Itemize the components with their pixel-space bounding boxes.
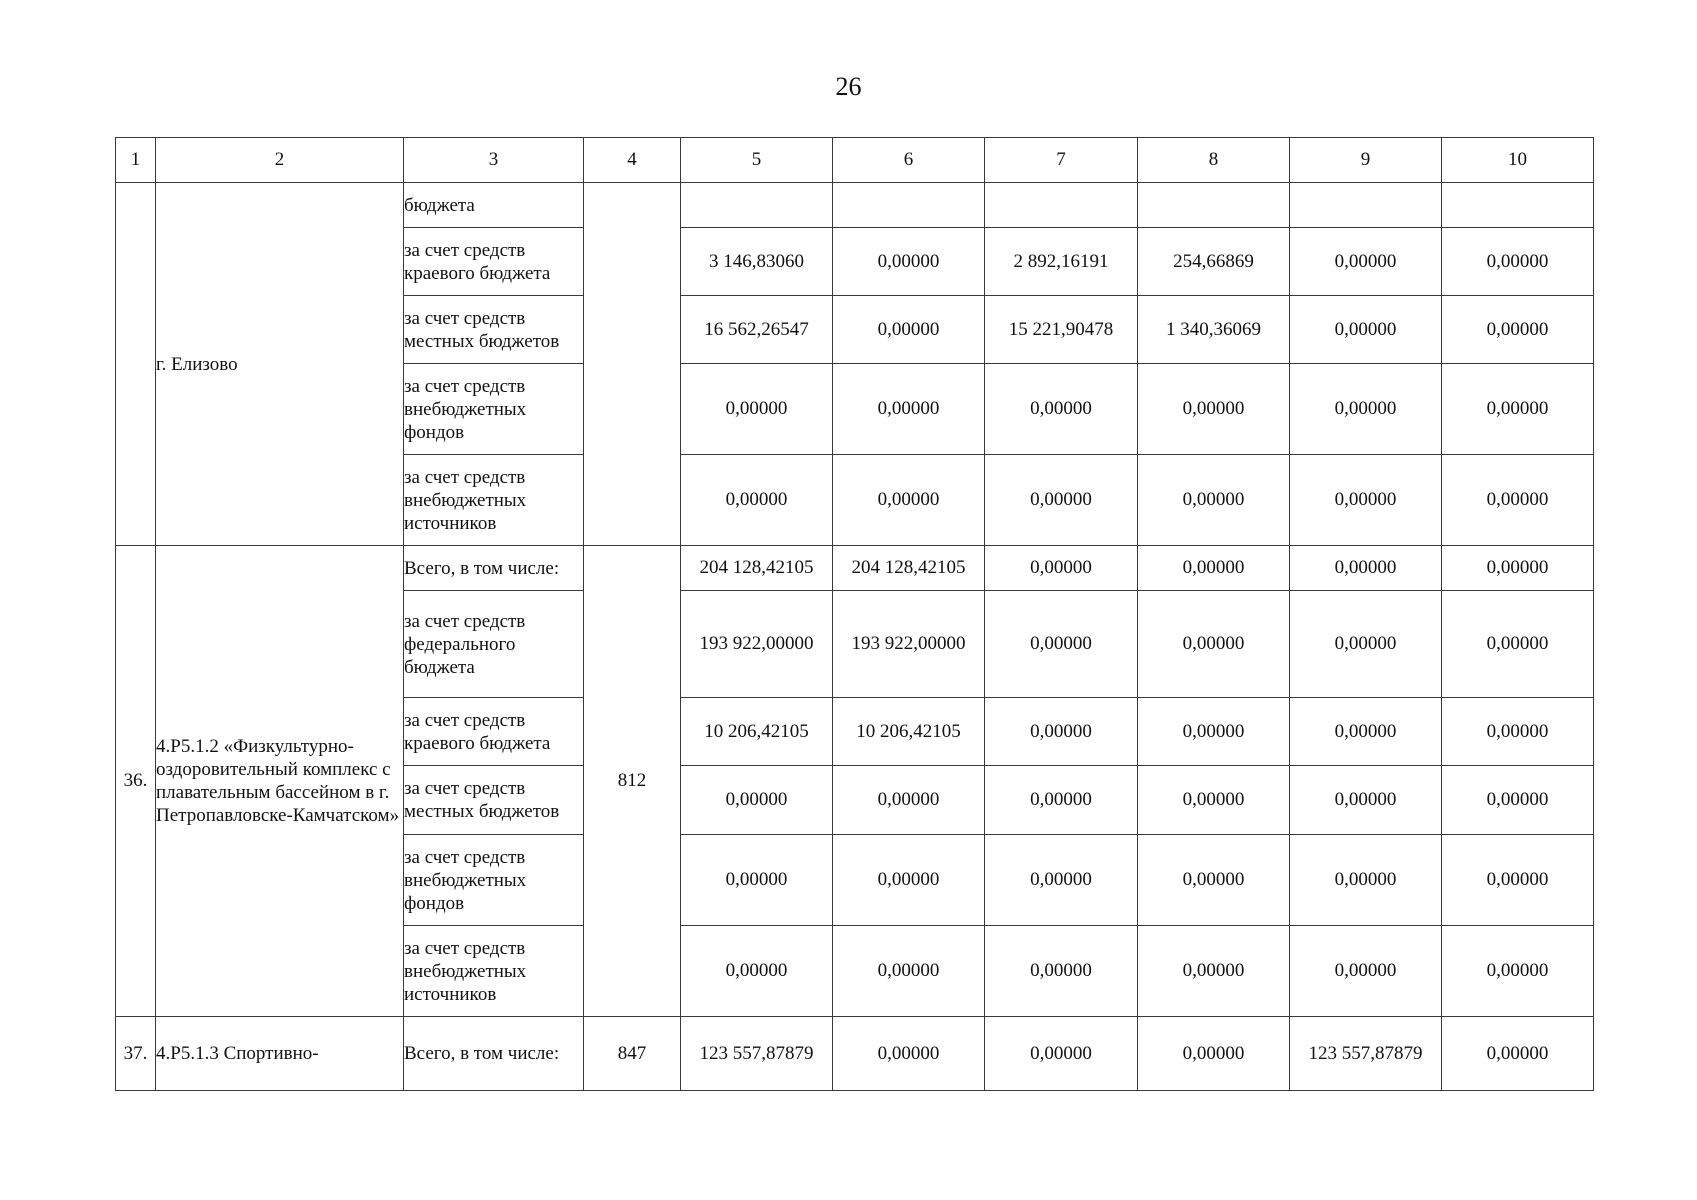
value-cell: 0,00000 — [1138, 546, 1290, 591]
value-cell: 193 922,00000 — [833, 591, 985, 698]
value-cell: 0,00000 — [1138, 698, 1290, 766]
measure-name-cell: 4.Р5.1.2 «Физкультурно-оздоровительный комплекс с плавательным бассейном в г. Петропавловске-Камчатском» — [156, 546, 404, 1017]
value-cell: 16 562,26547 — [681, 296, 833, 364]
value-cell: 0,00000 — [1442, 835, 1594, 926]
value-cell: 123 557,87879 — [1290, 1017, 1442, 1091]
page-number: 26 — [835, 72, 862, 101]
header-cell: 2 — [156, 138, 404, 183]
value-cell: 0,00000 — [985, 546, 1138, 591]
budget-table — [115, 137, 1594, 1091]
value-cell: 0,00000 — [1290, 364, 1442, 455]
measure-name-cell: 4.Р5.1.3 Спортивно- — [156, 1017, 404, 1091]
value-cell — [833, 183, 985, 228]
value-cell: 0,00000 — [1290, 926, 1442, 1017]
value-cell: 0,00000 — [1290, 698, 1442, 766]
header-cell: 6 — [833, 138, 985, 183]
value-cell: 2 892,16191 — [985, 228, 1138, 296]
funding-source-cell: за счет средств федерального бюджета — [404, 591, 584, 698]
value-cell: 0,00000 — [1442, 1017, 1594, 1091]
value-cell: 0,00000 — [833, 364, 985, 455]
value-cell: 0,00000 — [833, 228, 985, 296]
value-cell: 0,00000 — [833, 835, 985, 926]
measure-name-cell: г. Елизово — [156, 183, 404, 546]
value-cell: 3 146,83060 — [681, 228, 833, 296]
value-cell: 0,00000 — [1442, 546, 1594, 591]
value-cell: 204 128,42105 — [833, 546, 985, 591]
value-cell: 15 221,90478 — [985, 296, 1138, 364]
value-cell: 0,00000 — [985, 591, 1138, 698]
value-cell: 0,00000 — [1442, 591, 1594, 698]
value-cell: 0,00000 — [833, 766, 985, 835]
value-cell: 0,00000 — [985, 364, 1138, 455]
row-number-cell: 36. — [116, 546, 156, 1017]
funding-source-cell: за счет средств внебюджетных фондов — [404, 835, 584, 926]
value-cell — [681, 183, 833, 228]
value-cell: 10 206,42105 — [681, 698, 833, 766]
header-cell: 10 — [1442, 138, 1594, 183]
row-number-cell — [116, 183, 156, 546]
value-cell: 0,00000 — [1138, 766, 1290, 835]
value-cell: 123 557,87879 — [681, 1017, 833, 1091]
funding-source-cell: за счет средств местных бюджетов — [404, 296, 584, 364]
value-cell: 0,00000 — [833, 1017, 985, 1091]
value-cell: 0,00000 — [1442, 455, 1594, 546]
value-cell: 0,00000 — [1442, 364, 1594, 455]
value-cell: 0,00000 — [1138, 926, 1290, 1017]
value-cell: 0,00000 — [681, 835, 833, 926]
code-cell: 847 — [584, 1017, 681, 1091]
value-cell: 0,00000 — [985, 766, 1138, 835]
value-cell: 0,00000 — [1290, 455, 1442, 546]
funding-source-cell: за счет средств краевого бюджета — [404, 698, 584, 766]
value-cell: 0,00000 — [1442, 766, 1594, 835]
value-cell: 0,00000 — [1138, 835, 1290, 926]
value-cell: 0,00000 — [1290, 835, 1442, 926]
value-cell: 0,00000 — [1442, 296, 1594, 364]
value-cell: 0,00000 — [1290, 766, 1442, 835]
value-cell — [1290, 183, 1442, 228]
header-row — [116, 138, 1594, 183]
value-cell: 0,00000 — [1442, 926, 1594, 1017]
funding-source-cell: за счет средств внебюджетных фондов — [404, 364, 584, 455]
header-cell: 8 — [1138, 138, 1290, 183]
code-cell: 812 — [584, 546, 681, 1017]
value-cell: 0,00000 — [1138, 1017, 1290, 1091]
table-row — [116, 546, 1594, 591]
header-cell: 5 — [681, 138, 833, 183]
value-cell: 0,00000 — [1290, 296, 1442, 364]
value-cell: 1 340,36069 — [1138, 296, 1290, 364]
value-cell: 0,00000 — [985, 926, 1138, 1017]
value-cell — [1138, 183, 1290, 228]
row-number-cell: 37. — [116, 1017, 156, 1091]
header-cell: 4 — [584, 138, 681, 183]
value-cell: 0,00000 — [985, 1017, 1138, 1091]
funding-source-cell: бюджета — [404, 183, 584, 228]
value-cell: 193 922,00000 — [681, 591, 833, 698]
value-cell: 0,00000 — [833, 926, 985, 1017]
value-cell — [985, 183, 1138, 228]
value-cell: 0,00000 — [1290, 228, 1442, 296]
value-cell: 0,00000 — [1290, 591, 1442, 698]
value-cell: 0,00000 — [1442, 228, 1594, 296]
value-cell: 0,00000 — [1138, 591, 1290, 698]
funding-source-cell: Всего, в том числе: — [404, 546, 584, 591]
header-cell: 3 — [404, 138, 584, 183]
funding-source-cell: за счет средств внебюджетных источников — [404, 455, 584, 546]
funding-source-cell: Всего, в том числе: — [404, 1017, 584, 1091]
value-cell: 0,00000 — [985, 455, 1138, 546]
value-cell: 204 128,42105 — [681, 546, 833, 591]
table-row — [116, 183, 1594, 228]
value-cell — [1442, 183, 1594, 228]
value-cell: 0,00000 — [833, 455, 985, 546]
code-cell — [584, 183, 681, 546]
value-cell: 254,66869 — [1138, 228, 1290, 296]
header-cell: 9 — [1290, 138, 1442, 183]
header-cell: 1 — [116, 138, 156, 183]
value-cell: 0,00000 — [985, 835, 1138, 926]
funding-source-cell: за счет средств внебюджетных источников — [404, 926, 584, 1017]
value-cell: 10 206,42105 — [833, 698, 985, 766]
value-cell: 0,00000 — [833, 296, 985, 364]
header-cell: 7 — [985, 138, 1138, 183]
value-cell: 0,00000 — [681, 926, 833, 1017]
value-cell: 0,00000 — [1138, 364, 1290, 455]
funding-source-cell: за счет средств краевого бюджета — [404, 228, 584, 296]
table-row — [116, 1017, 1594, 1091]
funding-source-cell: за счет средств местных бюджетов — [404, 766, 584, 835]
value-cell: 0,00000 — [985, 698, 1138, 766]
value-cell: 0,00000 — [681, 766, 833, 835]
value-cell: 0,00000 — [1138, 455, 1290, 546]
value-cell: 0,00000 — [1442, 698, 1594, 766]
value-cell: 0,00000 — [681, 364, 833, 455]
value-cell: 0,00000 — [1290, 546, 1442, 591]
value-cell: 0,00000 — [681, 455, 833, 546]
